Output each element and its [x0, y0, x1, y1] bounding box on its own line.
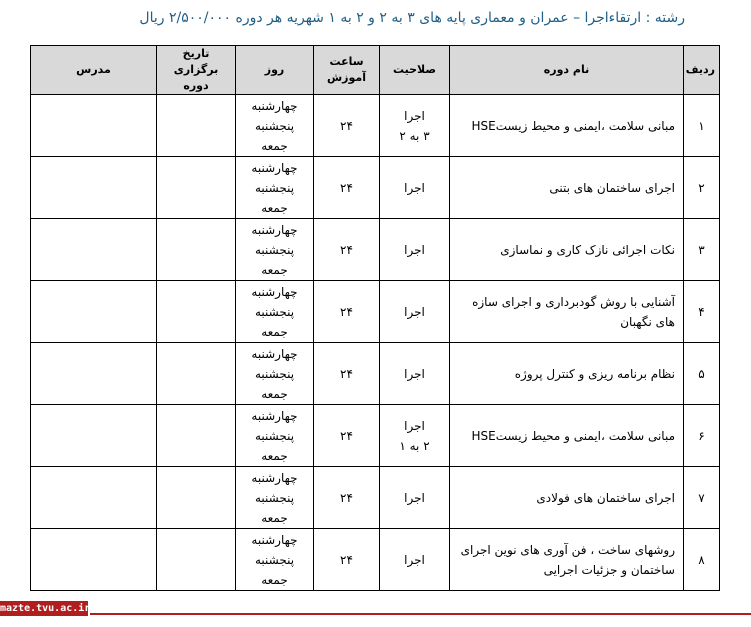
date-cell: [157, 405, 236, 467]
competency-cell: اجرا ۳ به ۲: [380, 95, 450, 157]
date-cell: [157, 281, 236, 343]
instructor-cell: [31, 157, 157, 219]
header-instructor: مدرس: [31, 46, 157, 95]
instructor-cell: [31, 529, 157, 591]
footer-divider: [90, 613, 751, 615]
course-name-cell: مبانی سلامت ،ایمنی و محیط زیستHSE: [450, 405, 684, 467]
course-name-cell: اجرای ساختمان های بتنی: [450, 157, 684, 219]
row-number-cell: ۷: [684, 467, 720, 529]
header-competency: صلاحیت: [380, 46, 450, 95]
instructor-cell: [31, 343, 157, 405]
competency-cell: اجرا: [380, 219, 450, 281]
course-name-cell: اجرای ساختمان های فولادی: [450, 467, 684, 529]
competency-cell: اجرا: [380, 281, 450, 343]
table-row: [31, 405, 720, 467]
days-cell: چهارشنبه پنجشنبه جمعه: [236, 405, 314, 467]
course-name-cell: نظام برنامه ریزی و کنترل پروژه: [450, 343, 684, 405]
days-cell: چهارشنبه پنجشنبه جمعه: [236, 219, 314, 281]
table-row: [31, 219, 720, 281]
days-cell: چهارشنبه پنجشنبه جمعه: [236, 467, 314, 529]
site-watermark: mazte.tvu.ac.ir: [0, 603, 91, 614]
hours-cell: ۲۴: [314, 281, 380, 343]
competency-cell: اجرا: [380, 529, 450, 591]
instructor-cell: [31, 405, 157, 467]
instructor-cell: [31, 281, 157, 343]
days-cell: چهارشنبه پنجشنبه جمعه: [236, 157, 314, 219]
instructor-cell: [31, 95, 157, 157]
date-cell: [157, 157, 236, 219]
header-course-name: نام دوره: [450, 46, 684, 95]
header-date: تاریخ برگزاری دوره: [157, 46, 236, 95]
row-number-cell: ۲: [684, 157, 720, 219]
row-number-cell: ۳: [684, 219, 720, 281]
hours-cell: ۲۴: [314, 95, 380, 157]
header-days: روز: [236, 46, 314, 95]
course-name-cell: نکات اجرائی نازک کاری و نماسازی: [450, 219, 684, 281]
date-cell: [157, 95, 236, 157]
competency-cell: اجرا: [380, 467, 450, 529]
row-number-cell: ۶: [684, 405, 720, 467]
instructor-cell: [31, 467, 157, 529]
table-header-row: [31, 46, 720, 95]
days-cell: چهارشنبه پنجشنبه جمعه: [236, 529, 314, 591]
header-row-number: ردیف: [684, 46, 720, 95]
table-row: [31, 95, 720, 157]
page-title: رشته : ارتقاءاجرا – عمران و معماری پایه های ۳ به ۲ و ۲ به ۱ شهریه هر دوره ۲/۵۰۰/۰۰۰ ریال: [139, 10, 685, 26]
hours-cell: ۲۴: [314, 219, 380, 281]
table-row: [31, 467, 720, 529]
date-cell: [157, 343, 236, 405]
competency-cell: اجرا ۲ به ۱: [380, 405, 450, 467]
row-number-cell: ۵: [684, 343, 720, 405]
course-name-cell: مبانی سلامت ،ایمنی و محیط زیستHSE: [450, 95, 684, 157]
date-cell: [157, 529, 236, 591]
days-cell: چهارشنبه پنجشنبه جمعه: [236, 343, 314, 405]
competency-cell: اجرا: [380, 343, 450, 405]
days-cell: چهارشنبه پنجشنبه جمعه: [236, 281, 314, 343]
course-name-cell: آشنایی با روش گودبرداری و اجرای سازه های نگهبان: [450, 281, 684, 343]
competency-cell: اجرا: [380, 157, 450, 219]
date-cell: [157, 467, 236, 529]
table-row: [31, 529, 720, 591]
days-cell: چهارشنبه پنجشنبه جمعه: [236, 95, 314, 157]
row-number-cell: ۴: [684, 281, 720, 343]
course-name-cell: روشهای ساخت ، فن آوری های نوین اجرای ساختمان و جزئیات اجرایی: [450, 529, 684, 591]
table-row: [31, 343, 720, 405]
header-hours: ساعت آموزش: [314, 46, 380, 95]
hours-cell: ۲۴: [314, 343, 380, 405]
row-number-cell: ۸: [684, 529, 720, 591]
instructor-cell: [31, 219, 157, 281]
hours-cell: ۲۴: [314, 467, 380, 529]
hours-cell: ۲۴: [314, 157, 380, 219]
row-number-cell: ۱: [684, 95, 720, 157]
hours-cell: ۲۴: [314, 405, 380, 467]
hours-cell: ۲۴: [314, 529, 380, 591]
date-cell: [157, 219, 236, 281]
table-row: [31, 157, 720, 219]
courses-table: [30, 45, 720, 591]
table-row: [31, 281, 720, 343]
